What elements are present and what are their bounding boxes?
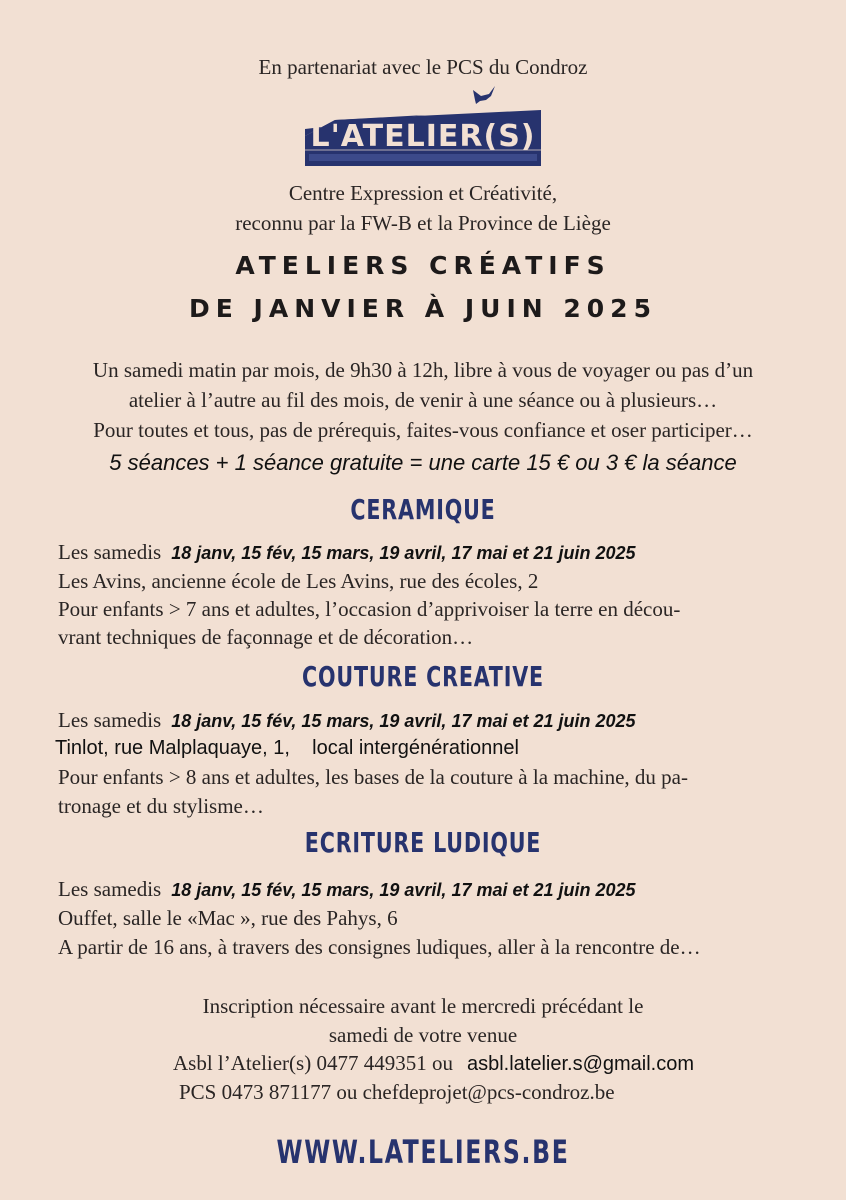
logo-text: L'ATELIER(S) — [310, 119, 536, 154]
workshop-location: Ouffet, salle le «Mac », rue des Pahys, 6 — [58, 906, 398, 930]
intro-line-1: Un samedi matin par mois, de 9h30 à 12h, libre à vous de voyager ou pas d’un — [92, 358, 754, 382]
partnership-line: En partenariat avec le PCS du Condroz — [258, 55, 588, 79]
dates-prefix: Les samedis — [58, 877, 162, 901]
asbl-email-link[interactable]: asbl.latelier.s@gmail.com — [466, 1053, 695, 1075]
title-line-1: ATELIERS CRÉATIFS — [235, 251, 611, 280]
bird-icon — [473, 86, 495, 104]
intro-line-2: atelier à l’autre au fil des mois, de venir à une séance ou à plusieurs… — [128, 388, 718, 412]
workshop-dates-row — [58, 540, 636, 565]
registration-pcs-contact: PCS 0473 871177 ou chefdeprojet@pcs-condroz.be — [179, 1080, 615, 1104]
intro-line-3: Pour toutes et tous, pas de prérequis, faites-vous confiance et oser participer… — [93, 418, 753, 442]
workshop-location: Tinlot, rue Malplaquaye, 1, local intergénérationnel — [55, 737, 519, 759]
dates-prefix: Les samedis — [58, 708, 162, 732]
registration-line-2: samedi de votre venue — [328, 1023, 518, 1047]
workshop-title-couture: COUTURE CREATIVE — [302, 660, 544, 693]
dates-list: 18 janv, 15 fév, 15 mars, 19 avril, 17 mai et 21 juin 2025 — [171, 711, 636, 731]
website-link[interactable]: WWW.LATELIERS.BE — [276, 1133, 570, 1171]
dates-list: 18 janv, 15 fév, 15 mars, 19 avril, 17 mai et 21 juin 2025 — [171, 880, 636, 900]
price-offer: 5 séances + 1 séance gratuite = une carte 15 € ou 3 € la séance — [109, 450, 737, 475]
subtitle-line-2: reconnu par la FW-B et la Province de Liège — [235, 211, 611, 235]
subtitle-line-1: Centre Expression et Créativité, — [288, 181, 558, 205]
registration-asbl-row — [173, 1051, 694, 1076]
workshop-description-line-1: A partir de 16 ans, à travers des consignes ludiques, aller à la rencontre de… — [58, 935, 701, 959]
title-line-2: DE JANVIER À JUIN 2025 — [189, 294, 657, 323]
workshop-description-line-1: Pour enfants > 7 ans et adultes, l’occasion d’apprivoiser la terre en décou- — [58, 597, 681, 621]
workshop-location: Les Avins, ancienne école de Les Avins, rue des écoles, 2 — [58, 569, 539, 593]
dates-list: 18 janv, 15 fév, 15 mars, 19 avril, 17 mai et 21 juin 2025 — [171, 543, 636, 563]
workshop-dates-row — [58, 708, 636, 733]
workshop-description-line-2: vrant techniques de façonnage et de décoration… — [58, 625, 474, 649]
workshop-description-line-2: tronage et du stylisme… — [58, 794, 264, 818]
workshop-dates-row — [58, 877, 636, 902]
workshop-title-ceramique: CERAMIQUE — [350, 493, 496, 526]
asbl-contact: Asbl l’Atelier(s) 0477 449351 ou — [173, 1051, 453, 1075]
latelier-logo — [305, 84, 541, 166]
workshop-description-line-1: Pour enfants > 8 ans et adultes, les bases de la couture à la machine, du pa- — [58, 765, 688, 789]
dates-prefix: Les samedis — [58, 540, 162, 564]
workshop-title-ecriture: ECRITURE LUDIQUE — [304, 826, 542, 859]
registration-line-1: Inscription nécessaire avant le mercredi précédant le — [202, 994, 644, 1018]
